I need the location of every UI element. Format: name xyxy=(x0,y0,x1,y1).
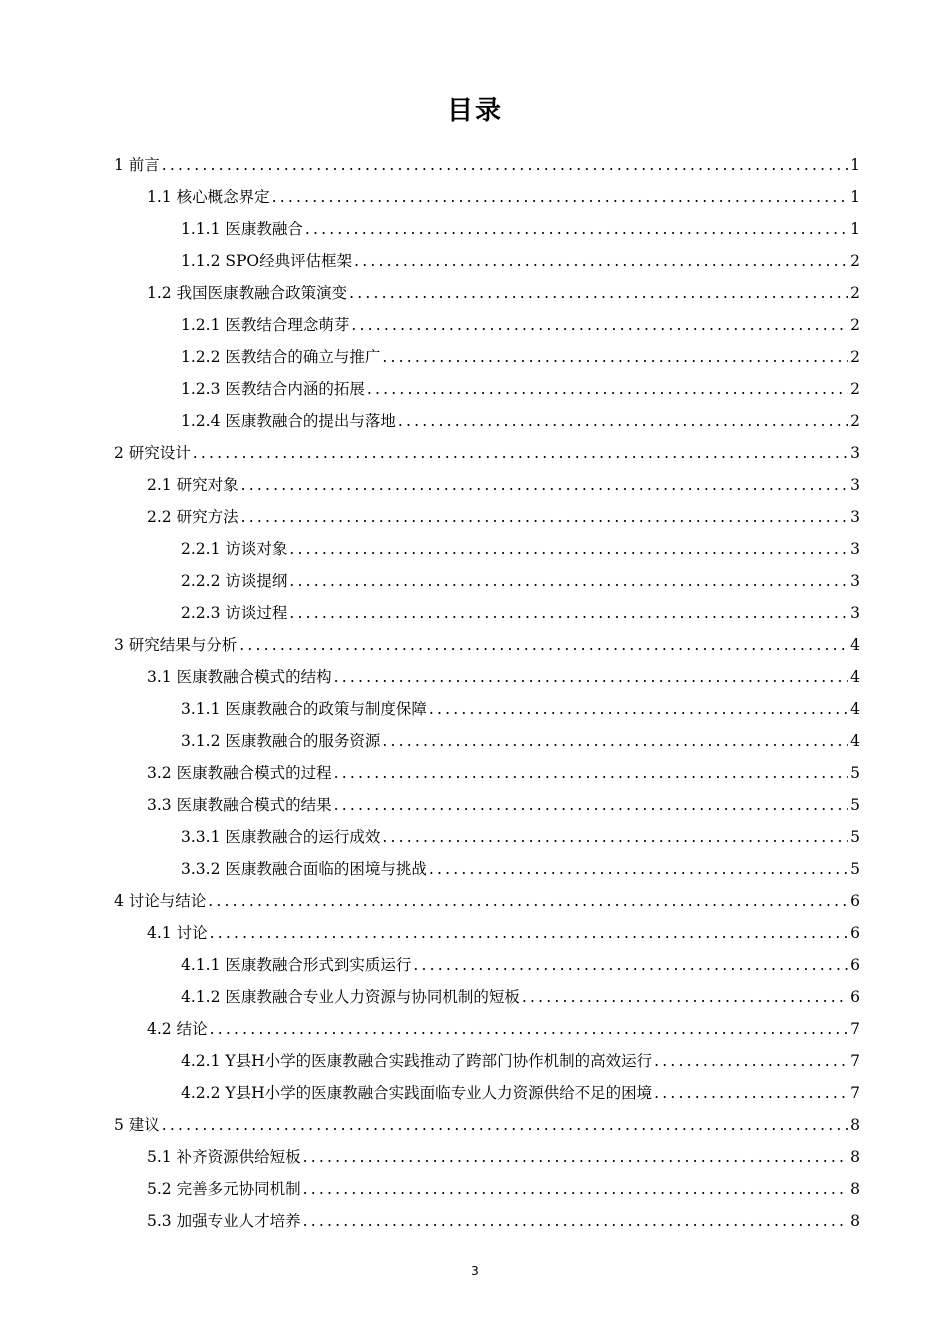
toc-entry-page: 1 xyxy=(850,156,860,174)
toc-entry[interactable] xyxy=(114,1045,860,1077)
toc-entry-label: 3.3 医康教融合模式的结果 xyxy=(147,796,332,814)
toc-entry-label: 3 研究结果与分析 xyxy=(114,636,238,654)
toc-entry-page: 4 xyxy=(850,732,860,750)
toc-entry-page: 7 xyxy=(850,1084,860,1102)
page-number: 3 xyxy=(471,1264,479,1278)
toc-dot-leader xyxy=(382,341,848,373)
toc-dot-leader xyxy=(654,1077,848,1109)
toc-entry[interactable] xyxy=(114,469,860,501)
toc-entry-page: 8 xyxy=(850,1212,860,1230)
toc-entry-label: 2.2.2 访谈提纲 xyxy=(181,572,288,590)
toc-entry-label: 4.1.2 医康教融合专业人力资源与协同机制的短板 xyxy=(181,988,520,1006)
toc-dot-leader xyxy=(210,1013,848,1045)
toc-entry-page: 8 xyxy=(850,1116,860,1134)
toc-entry-page: 5 xyxy=(850,796,860,814)
toc-entry-label: 5.2 完善多元协同机制 xyxy=(147,1180,301,1198)
toc-dot-leader xyxy=(382,821,848,853)
toc-dot-leader xyxy=(272,181,848,213)
toc-entry[interactable] xyxy=(114,1173,860,1205)
toc-entry[interactable] xyxy=(114,181,860,213)
toc-dot-leader xyxy=(289,597,848,629)
toc-dot-leader xyxy=(289,565,848,597)
toc-entry-label: 4.2.2 Y县H小学的医康教融合实践面临专业人力资源供给不足的困境 xyxy=(181,1084,653,1102)
toc-entry[interactable] xyxy=(114,885,860,917)
toc-dot-leader xyxy=(429,853,848,885)
toc-entry-label: 1.2 我国医康教融合政策演变 xyxy=(147,284,348,302)
toc-entry-label: 5 建议 xyxy=(114,1116,160,1134)
toc-entry-label: 1.2.2 医教结合的确立与推广 xyxy=(181,348,381,366)
toc-dot-leader xyxy=(351,309,848,341)
toc-entry-label: 1.1.2 SPO经典评估框架 xyxy=(181,252,353,270)
toc-entry[interactable] xyxy=(114,277,860,309)
toc-entry-page: 2 xyxy=(850,316,860,334)
toc-dot-leader xyxy=(193,437,848,469)
toc-entry-label: 4.2 结论 xyxy=(147,1020,208,1038)
toc-entry[interactable] xyxy=(114,405,860,437)
toc-entry[interactable] xyxy=(114,501,860,533)
toc-entry-label: 4.1.1 医康教融合形式到实质运行 xyxy=(181,956,412,974)
toc-entry-page: 2 xyxy=(850,252,860,270)
toc-entry[interactable] xyxy=(114,245,860,277)
toc-entry[interactable] xyxy=(114,597,860,629)
toc-entry[interactable] xyxy=(114,629,860,661)
toc-entry[interactable] xyxy=(114,1205,860,1237)
toc-entry-page: 5 xyxy=(850,860,860,878)
toc-entry[interactable] xyxy=(114,149,860,181)
toc-entry-page: 3 xyxy=(850,476,860,494)
toc-entry[interactable] xyxy=(114,1141,860,1173)
toc-dot-leader xyxy=(162,149,848,181)
toc-entry[interactable] xyxy=(114,309,860,341)
toc-entry[interactable] xyxy=(114,437,860,469)
toc-entry-label: 2.2 研究方法 xyxy=(147,508,239,526)
toc-dot-leader xyxy=(162,1109,848,1141)
toc-entry[interactable] xyxy=(114,533,860,565)
toc-entry-label: 3.1.1 医康教融合的政策与制度保障 xyxy=(181,700,427,718)
toc-list xyxy=(114,149,860,1237)
toc-entry[interactable] xyxy=(114,725,860,757)
toc-dot-leader xyxy=(413,949,848,981)
toc-entry[interactable] xyxy=(114,661,860,693)
toc-dot-leader xyxy=(334,757,848,789)
toc-dot-leader xyxy=(208,885,848,917)
toc-entry-label: 5.3 加强专业人才培养 xyxy=(147,1212,301,1230)
toc-entry-label: 4.1 讨论 xyxy=(147,924,208,942)
toc-dot-leader xyxy=(398,405,848,437)
toc-dot-leader xyxy=(367,373,848,405)
toc-dot-leader xyxy=(241,469,848,501)
toc-entry-page: 5 xyxy=(850,828,860,846)
toc-entry-label: 1.1 核心概念界定 xyxy=(147,188,270,206)
toc-entry-label: 1.1.1 医康教融合 xyxy=(181,220,303,238)
toc-entry-page: 1 xyxy=(850,220,860,238)
toc-entry-label: 4.2.1 Y县H小学的医康教融合实践推动了跨部门协作机制的高效运行 xyxy=(181,1052,653,1070)
toc-entry[interactable] xyxy=(114,789,860,821)
toc-entry[interactable] xyxy=(114,821,860,853)
toc-entry[interactable] xyxy=(114,693,860,725)
toc-entry-page: 6 xyxy=(850,988,860,1006)
toc-entry-label: 1.2.3 医教结合内涵的拓展 xyxy=(181,380,365,398)
toc-dot-leader xyxy=(303,1173,848,1205)
toc-entry-label: 1.2.1 医教结合理念萌芽 xyxy=(181,316,350,334)
toc-entry-page: 6 xyxy=(850,924,860,942)
toc-dot-leader xyxy=(303,1205,848,1237)
toc-entry-page: 7 xyxy=(850,1052,860,1070)
toc-entry-label: 2.2.1 访谈对象 xyxy=(181,540,288,558)
toc-dot-leader xyxy=(239,629,848,661)
toc-entry[interactable] xyxy=(114,1013,860,1045)
toc-entry[interactable] xyxy=(114,213,860,245)
toc-entry[interactable] xyxy=(114,373,860,405)
toc-entry-page: 1 xyxy=(850,188,860,206)
toc-entry-page: 2 xyxy=(850,348,860,366)
toc-dot-leader xyxy=(210,917,848,949)
toc-entry-page: 2 xyxy=(850,380,860,398)
toc-title: 目录 xyxy=(446,96,503,126)
toc-entry[interactable] xyxy=(114,757,860,789)
toc-entry[interactable] xyxy=(114,853,860,885)
toc-entry-page: 2 xyxy=(850,284,860,302)
toc-dot-leader xyxy=(303,1141,848,1173)
toc-entry-page: 3 xyxy=(850,572,860,590)
toc-dot-leader xyxy=(289,533,848,565)
toc-entry[interactable] xyxy=(114,341,860,373)
toc-entry-label: 2.2.3 访谈过程 xyxy=(181,604,288,622)
toc-dot-leader xyxy=(429,693,848,725)
toc-entry-label: 3.3.2 医康教融合面临的困境与挑战 xyxy=(181,860,427,878)
toc-entry-page: 8 xyxy=(850,1180,860,1198)
toc-entry-label: 1 前言 xyxy=(114,156,160,174)
toc-entry-page: 5 xyxy=(850,764,860,782)
toc-entry-label: 2.1 研究对象 xyxy=(147,476,239,494)
toc-entry-page: 2 xyxy=(850,412,860,430)
toc-entry[interactable] xyxy=(114,949,860,981)
toc-entry[interactable] xyxy=(114,1109,860,1141)
toc-entry-label: 1.2.4 医康教融合的提出与落地 xyxy=(181,412,396,430)
toc-entry-label: 3.2 医康教融合模式的过程 xyxy=(147,764,332,782)
toc-entry-page: 3 xyxy=(850,508,860,526)
toc-dot-leader xyxy=(382,725,848,757)
toc-entry-label: 2 研究设计 xyxy=(114,444,191,462)
toc-entry[interactable] xyxy=(114,565,860,597)
toc-dot-leader xyxy=(305,213,848,245)
toc-entry-page: 3 xyxy=(850,604,860,622)
toc-entry-page: 3 xyxy=(850,444,860,462)
toc-entry-label: 5.1 补齐资源供给短板 xyxy=(147,1148,301,1166)
toc-dot-leader xyxy=(349,277,848,309)
toc-dot-leader xyxy=(654,1045,848,1077)
toc-entry-page: 7 xyxy=(850,1020,860,1038)
toc-entry-page: 4 xyxy=(850,668,860,686)
toc-entry-page: 3 xyxy=(850,540,860,558)
toc-entry-page: 4 xyxy=(850,700,860,718)
toc-dot-leader xyxy=(522,981,848,1013)
toc-entry-page: 6 xyxy=(850,956,860,974)
toc-entry-label: 3.3.1 医康教融合的运行成效 xyxy=(181,828,381,846)
toc-entry[interactable] xyxy=(114,1077,860,1109)
toc-entry-page: 6 xyxy=(850,892,860,910)
toc-entry-label: 3.1 医康教融合模式的结构 xyxy=(147,668,332,686)
toc-entry[interactable] xyxy=(114,981,860,1013)
toc-dot-leader xyxy=(241,501,848,533)
toc-entry-label: 3.1.2 医康教融合的服务资源 xyxy=(181,732,381,750)
toc-entry-page: 8 xyxy=(850,1148,860,1166)
toc-dot-leader xyxy=(334,789,848,821)
toc-entry-page: 4 xyxy=(850,636,860,654)
toc-entry-label: 4 讨论与结论 xyxy=(114,892,207,910)
toc-dot-leader xyxy=(354,245,848,277)
toc-dot-leader xyxy=(334,661,848,693)
toc-entry[interactable] xyxy=(114,917,860,949)
